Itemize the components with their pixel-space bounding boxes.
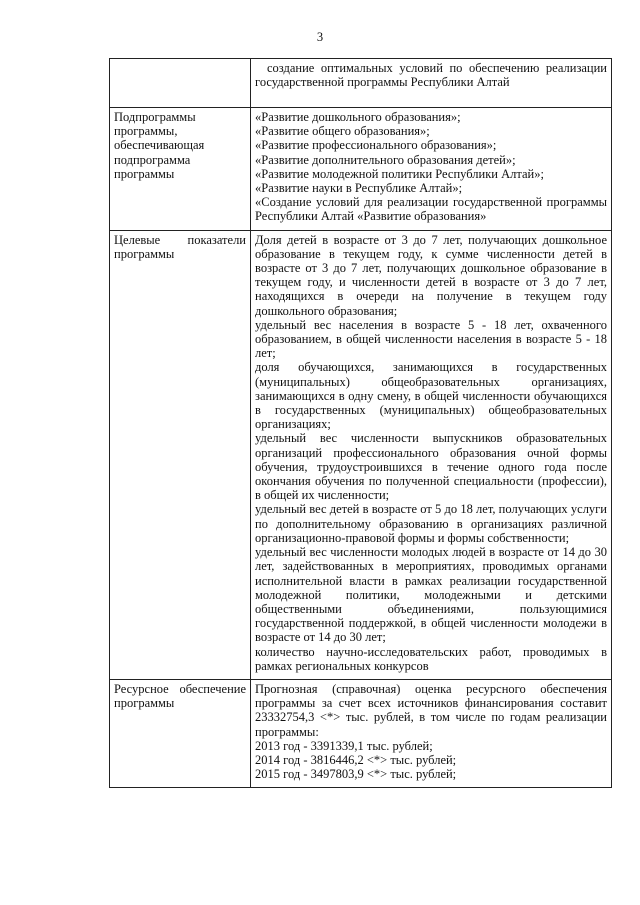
row-label-cell [110, 230, 251, 679]
row-label-text: программы, [114, 124, 178, 139]
row-label-text: Целевые показатели [114, 232, 246, 247]
subprogram-item: «Развитие дополнительного образования детей»; [255, 152, 516, 167]
row-label-cell [110, 679, 251, 787]
row-label-text: программы [114, 246, 175, 261]
indicator-item: количество научно-исследовательских работ, проводимых в рамках региональных конкурсов [255, 644, 607, 673]
row-content-cell [251, 59, 612, 108]
indicator-item: доля обучающихся, занимающихся в государственных (муниципальных) общеобразовательных организациях, занимающихся в одну смену, в общей численности обучающихся в государственных (муниципальных) общеобразовательных организациях; [255, 360, 607, 432]
resource-year-item: 2015 год - 3497803,9 <*> тыс. рублей; [255, 767, 457, 782]
subprogram-item: «Развитие профессионального образования»; [255, 138, 497, 153]
page-number: 3 [316, 30, 324, 44]
indicator-item: удельный вес населения в возрасте 5 - 18 лет, охваченного образованием, в общей численности населения в возрасте 5 - 18 лет; [255, 317, 607, 361]
row-label-text: подпрограмма [114, 152, 191, 167]
subprogram-item: «Развитие молодежной политики Республики Алтай»; [255, 166, 544, 181]
program-passport-table [109, 58, 612, 788]
indicator-item: Доля детей в возрасте от 3 до 7 лет, получающих дошкольное образование в текущем году, к сумме численности детей в возрасте от 3 до 7 лет, получающих дошкольное образование в текущем году, и численности детей в возрасте от 3 до 7 лет, находящихся в очереди на получение в текущем году дошкольного образования; [255, 232, 607, 318]
indicator-item: удельный вес численности выпускников образовательных организаций профессионального образования очной формы обучения, трудоустроившихся в течение одного года после окончания обучения по полученной специальности (профессии), в общей их численности; [255, 431, 607, 503]
subprogram-item: «Создание условий для реализации государственной программы Республики Алтай «Развитие образования» [255, 195, 607, 224]
resource-year-item: 2014 год - 3816446,2 <*> тыс. рублей; [255, 752, 457, 767]
table-row [110, 108, 612, 231]
row-label-cell [110, 108, 251, 231]
row-content-cell [251, 679, 612, 787]
row-label-text: обеспечивающая [114, 138, 205, 153]
row-label-text: Ресурсное обеспечение [114, 681, 246, 696]
subprogram-item: «Развитие дошкольного образования»; [255, 110, 461, 124]
table-row [110, 59, 612, 108]
row-label-text: Подпрограммы [114, 110, 196, 124]
table-row [110, 679, 612, 787]
row-label-cell [110, 59, 251, 108]
row-label-text: программы [114, 696, 175, 711]
subprogram-item: «Развитие общего образования»; [255, 124, 430, 139]
resource-summary: Прогнозная (справочная) оценка ресурсного обеспечения программы за счет всех источников финансирования составит 23332754,3 <*> тыс. рублей, в том числе по годам реализации программы: [255, 681, 607, 739]
indicator-item: удельный вес численности молодых людей в возрасте от 14 до 30 лет, задействованных в мероприятиях, проводимых органами исполнительной власти в рамках реализации государственной молодежной политики, молодежными и детскими общественными объединениями, пользующимися государственной поддержкой, в общей численности молодежи в возрасте от 14 до 30 лет; [255, 545, 607, 645]
indicator-item: удельный вес детей в возрасте от 5 до 18 лет, получающих услуги по дополнительному образованию в организациях различной организационно-правовой формы и формы собственности; [255, 502, 607, 545]
resource-year-item: 2013 год - 3391339,1 тыс. рублей; [255, 738, 433, 753]
row-content-cell [251, 230, 612, 679]
table-row [110, 230, 612, 679]
row-label-text: программы [114, 166, 175, 181]
goal-text: создание оптимальных условий по обеспечению реализации государственной программы Республики Алтай [255, 61, 607, 90]
row-content-cell [251, 108, 612, 231]
subprogram-item: «Развитие науки в Республике Алтай»; [255, 181, 463, 196]
